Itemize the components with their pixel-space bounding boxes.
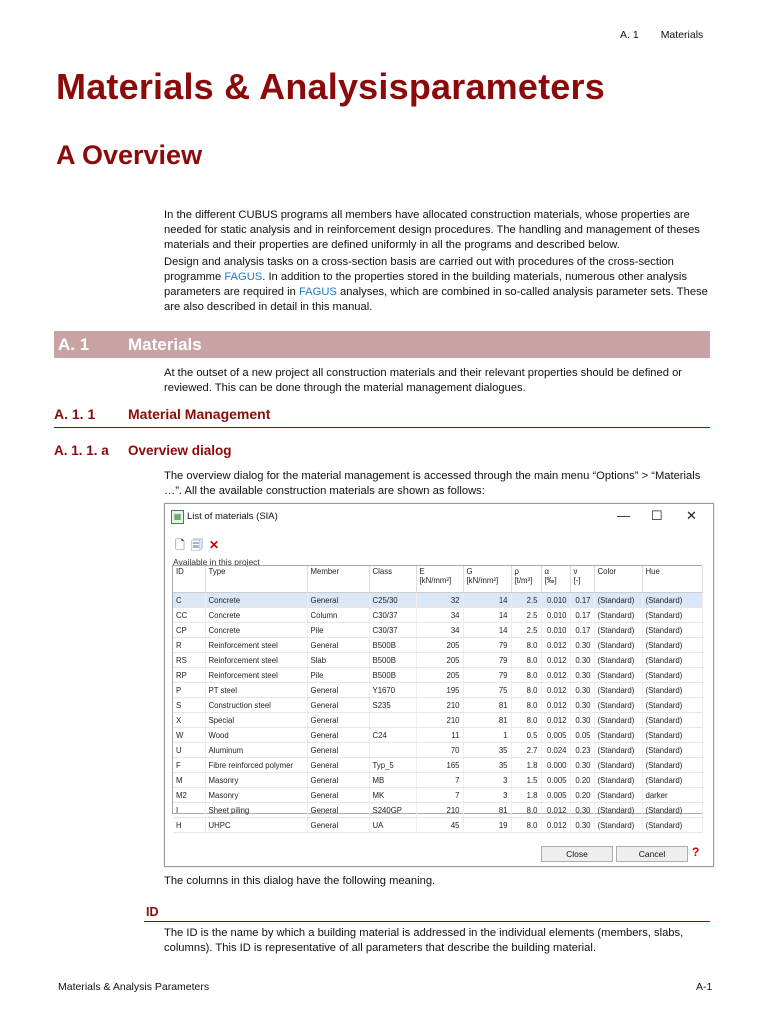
table-cell: General [307, 803, 369, 818]
table-cell: 35 [463, 758, 511, 773]
table-cell: 8.0 [511, 818, 541, 833]
table-cell: 2.5 [511, 623, 541, 638]
table-cell: Special [205, 713, 307, 728]
table-cell: CP [173, 623, 205, 638]
table-row[interactable] [173, 743, 702, 758]
table-row[interactable] [173, 638, 702, 653]
table-cell [369, 743, 416, 758]
intro-text-a: Design and analysis tasks on a cross-section basis are carried out with procedures of the cross-section programme [164, 256, 674, 283]
table-cell: (Standard) [594, 818, 642, 833]
table-cell: 0.30 [570, 653, 594, 668]
section-bar [54, 331, 710, 358]
table-cell: 0.30 [570, 713, 594, 728]
table-cell: 1.8 [511, 758, 541, 773]
table-cell: (Standard) [642, 773, 702, 788]
table-cell: 0.000 [541, 758, 570, 773]
table-cell: Reinforcement steel [205, 653, 307, 668]
table-cell: 210 [416, 803, 463, 818]
fagus-link-2[interactable]: FAGUS [298, 286, 337, 298]
table-cell: 8.0 [511, 638, 541, 653]
table-cell: 0.005 [541, 788, 570, 803]
table-cell: 205 [416, 638, 463, 653]
table-cell: Concrete [205, 623, 307, 638]
table-cell: 205 [416, 653, 463, 668]
subsubsection-number: A. 1. 1. a [54, 443, 109, 458]
delete-material-icon[interactable]: ✕ [208, 538, 220, 552]
table-row[interactable] [173, 728, 702, 743]
table-cell: (Standard) [594, 638, 642, 653]
column-header[interactable]: α [‰] [541, 566, 570, 593]
table-cell: 19 [463, 818, 511, 833]
table-cell: 0.005 [541, 728, 570, 743]
table-cell: (Standard) [642, 638, 702, 653]
table-cell: UA [369, 818, 416, 833]
table-cell: 210 [416, 698, 463, 713]
table-cell: General [307, 818, 369, 833]
table-cell: Fibre reinforced polymer [205, 758, 307, 773]
table-cell: (Standard) [642, 608, 702, 623]
fagus-link-1[interactable]: FAGUS [224, 271, 263, 283]
table-cell: 0.30 [570, 698, 594, 713]
table-cell: 34 [416, 608, 463, 623]
intro-paragraph-1: In the different CUBUS programs all members have allocated construction materials, whose properties are needed for static analysis and in reinforcement design procedures. The handling and management of theses materials and their properties are defined uniformly in all the programs and described below. [164, 209, 700, 251]
table-cell: (Standard) [594, 728, 642, 743]
table-cell: 0.012 [541, 818, 570, 833]
table-cell: 2.7 [511, 743, 541, 758]
table-cell: 0.30 [570, 668, 594, 683]
table-cell: (Standard) [642, 803, 702, 818]
table-row[interactable] [173, 593, 702, 608]
table-row[interactable] [173, 803, 702, 818]
table-cell: 11 [416, 728, 463, 743]
table-cell: C25/30 [369, 593, 416, 608]
column-header[interactable]: Hue [642, 566, 702, 593]
dialog-intro-paragraph: The overview dialog for the material management is accessed through the main menu “Options” > “Materials …”. All the available construction materials are shown as follows: [164, 470, 701, 497]
table-cell: General [307, 773, 369, 788]
table-cell: 79 [463, 668, 511, 683]
table-cell: C24 [369, 728, 416, 743]
table-cell: General [307, 683, 369, 698]
table-cell: (Standard) [594, 608, 642, 623]
table-cell: 0.30 [570, 758, 594, 773]
table-cell: (Standard) [642, 728, 702, 743]
table-cell: General [307, 743, 369, 758]
subsection-number: A. 1. 1 [54, 406, 96, 422]
table-cell: B500B [369, 653, 416, 668]
table-cell: 0.012 [541, 713, 570, 728]
table-icon: ▦ [171, 510, 184, 524]
table-cell: 0.30 [570, 638, 594, 653]
table-cell: 0.012 [541, 653, 570, 668]
table-cell: (Standard) [642, 653, 702, 668]
table-cell: 0.010 [541, 623, 570, 638]
table-cell: Reinforcement steel [205, 668, 307, 683]
minimize-button[interactable]: — [617, 508, 630, 523]
table-cell: 0.23 [570, 743, 594, 758]
table-cell: (Standard) [594, 623, 642, 638]
table-cell: C30/37 [369, 623, 416, 638]
table-cell: Concrete [205, 608, 307, 623]
table-cell: 14 [463, 623, 511, 638]
page-number: A-1 [696, 981, 713, 993]
table-row[interactable] [173, 623, 702, 638]
table-cell: darker [642, 788, 702, 803]
table-row[interactable] [173, 698, 702, 713]
table-cell: 0.20 [570, 773, 594, 788]
table-cell: C30/37 [369, 608, 416, 623]
columns-paragraph: The columns in this dialog have the following meaning. [164, 875, 436, 887]
table-cell: 0.012 [541, 638, 570, 653]
table-cell: (Standard) [642, 698, 702, 713]
column-header[interactable]: Member [307, 566, 369, 593]
table-cell: PT steel [205, 683, 307, 698]
table-cell: 3 [463, 788, 511, 803]
column-header[interactable]: Type [205, 566, 307, 593]
table-cell: 1 [463, 728, 511, 743]
table-cell: W [173, 728, 205, 743]
table-cell: (Standard) [594, 788, 642, 803]
table-cell: General [307, 638, 369, 653]
column-header[interactable]: Color [594, 566, 642, 593]
section-number: A. 1 [58, 335, 90, 354]
table-cell: 0.20 [570, 788, 594, 803]
table-cell: 0.17 [570, 608, 594, 623]
table-cell: 8.0 [511, 803, 541, 818]
table-cell: 1.8 [511, 788, 541, 803]
table-cell: Pile [307, 623, 369, 638]
table-row[interactable] [173, 788, 702, 803]
table-cell: 0.30 [570, 803, 594, 818]
table-cell: 79 [463, 638, 511, 653]
table-cell: 0.012 [541, 668, 570, 683]
table-cell: Sheet piling [205, 803, 307, 818]
intro-text-b: . In addition to the properties stored in the building materials, numerous other analysis parameters are required in [164, 271, 687, 298]
table-cell: Y1670 [369, 683, 416, 698]
subsection-title: Material Management [128, 406, 271, 422]
table-row[interactable] [173, 668, 702, 683]
table-cell: (Standard) [594, 743, 642, 758]
table-cell: X [173, 713, 205, 728]
table-cell: 2.5 [511, 593, 541, 608]
close-button[interactable]: Close [541, 846, 613, 862]
table-cell: S240GP [369, 803, 416, 818]
table-row[interactable] [173, 713, 702, 728]
intro-text-c: analyses, which are combined in so-called analysis parameter sets. These are also described in detail in this manual. [164, 286, 708, 313]
table-cell: P [173, 683, 205, 698]
column-header[interactable]: ν [-] [570, 566, 594, 593]
table-cell: (Standard) [594, 773, 642, 788]
column-header[interactable]: E [kN/mm²] [416, 566, 463, 593]
table-cell: 0.012 [541, 803, 570, 818]
table-row[interactable] [173, 758, 702, 773]
cancel-button[interactable]: Cancel [616, 846, 688, 862]
table-cell: Typ_5 [369, 758, 416, 773]
table-cell: CC [173, 608, 205, 623]
table-cell: 75 [463, 683, 511, 698]
table-cell: 7 [416, 773, 463, 788]
table-cell: 81 [463, 698, 511, 713]
table-cell: 7 [416, 788, 463, 803]
table-cell: 0.05 [570, 728, 594, 743]
table-cell: 79 [463, 653, 511, 668]
table-cell: (Standard) [594, 668, 642, 683]
section-paragraph: At the outset of a new project all construction materials and their relevant properties should be defined or reviewed. This can be done through the material management dialogues. [164, 367, 683, 394]
table-cell: Slab [307, 653, 369, 668]
table-cell: 34 [416, 623, 463, 638]
table-cell: General [307, 758, 369, 773]
group-label: Available in this project [173, 557, 260, 567]
table-cell: 0.17 [570, 593, 594, 608]
table-row[interactable] [173, 818, 702, 833]
footer-title: Materials & Analysis Parameters [58, 981, 210, 993]
table-cell: 0.5 [511, 728, 541, 743]
column-header[interactable]: ρ [t/m³] [511, 566, 541, 593]
materials-table [172, 565, 702, 830]
table-cell: M [173, 773, 205, 788]
table-cell: General [307, 698, 369, 713]
table-cell: 2.5 [511, 608, 541, 623]
table-cell: 0.17 [570, 623, 594, 638]
table-cell [369, 713, 416, 728]
table-cell: 35 [463, 743, 511, 758]
table-cell: (Standard) [594, 758, 642, 773]
table-cell: B500B [369, 668, 416, 683]
table-cell: General [307, 593, 369, 608]
table-row[interactable] [173, 608, 702, 623]
table-cell: M2 [173, 788, 205, 803]
table-cell: 8.0 [511, 653, 541, 668]
table-cell: General [307, 713, 369, 728]
list-of-materials-dialog [164, 503, 714, 867]
maximize-button[interactable]: ☐ [651, 508, 663, 523]
table-cell: (Standard) [642, 818, 702, 833]
table-cell: (Standard) [642, 683, 702, 698]
table-cell: 8.0 [511, 683, 541, 698]
table-cell: 0.30 [570, 683, 594, 698]
table-cell: R [173, 638, 205, 653]
table-cell: Masonry [205, 773, 307, 788]
new-material-icon[interactable]: 🗋 [175, 538, 185, 552]
dialog-toolbar [173, 536, 224, 552]
table-cell: B500B [369, 638, 416, 653]
subsubsection-title: Overview dialog [128, 443, 232, 458]
section-title: Materials [128, 335, 202, 354]
column-header[interactable]: Class [369, 566, 416, 593]
subsection-heading [54, 406, 710, 428]
table-cell: (Standard) [594, 698, 642, 713]
table-cell: Column [307, 608, 369, 623]
intro-paragraph-2 [164, 255, 712, 315]
table-cell: 45 [416, 818, 463, 833]
table-cell: (Standard) [642, 623, 702, 638]
table-cell: (Standard) [594, 803, 642, 818]
table-header-row [173, 566, 702, 593]
table-cell: 8.0 [511, 698, 541, 713]
table-cell: 210 [416, 713, 463, 728]
table-cell: (Standard) [594, 683, 642, 698]
column-header[interactable]: G [kN/mm²] [463, 566, 511, 593]
copy-material-icon[interactable]: 🗐 [191, 538, 203, 552]
id-heading-text: ID [146, 905, 159, 919]
table-cell: Concrete [205, 593, 307, 608]
table-cell: 165 [416, 758, 463, 773]
table-row[interactable] [173, 683, 702, 698]
table-cell: (Standard) [642, 743, 702, 758]
table-row[interactable] [173, 653, 702, 668]
table-cell: RS [173, 653, 205, 668]
table-cell: 81 [463, 803, 511, 818]
table-row[interactable] [173, 773, 702, 788]
id-heading [144, 906, 710, 922]
document-title: Materials & Analysisparameters [56, 66, 605, 107]
table-cell: 0.005 [541, 773, 570, 788]
table-cell: UHPC [205, 818, 307, 833]
table-cell: (Standard) [594, 653, 642, 668]
window-close-button[interactable]: ✕ [686, 508, 697, 523]
table-cell: Construction steel [205, 698, 307, 713]
table-cell: 0.010 [541, 593, 570, 608]
table-cell: 1.5 [511, 773, 541, 788]
table-cell: 81 [463, 713, 511, 728]
table-cell: (Standard) [594, 713, 642, 728]
dialog-title: List of materials (SIA) [187, 511, 278, 522]
table-cell: General [307, 728, 369, 743]
table-cell: 14 [463, 593, 511, 608]
table-cell: (Standard) [642, 758, 702, 773]
table-cell: F [173, 758, 205, 773]
header-section: A. 1 [620, 29, 639, 41]
table-cell: General [307, 788, 369, 803]
table-cell: C [173, 593, 205, 608]
table-cell: MK [369, 788, 416, 803]
table-cell: S [173, 698, 205, 713]
table-cell: 0.012 [541, 698, 570, 713]
id-paragraph: The ID is the name by which a building material is addressed in the individual elements (members, slabs, columns). This ID is representative of all parameters that describe the building material. [164, 927, 684, 954]
dialog-titlebar [165, 504, 713, 530]
table-cell: Reinforcement steel [205, 638, 307, 653]
table-cell: MB [369, 773, 416, 788]
subsubsection-heading [54, 443, 232, 458]
table-cell: 0.30 [570, 818, 594, 833]
chapter-heading: A Overview [56, 140, 203, 170]
table-cell: 0.010 [541, 608, 570, 623]
column-header[interactable]: ID [173, 566, 205, 593]
table-cell: (Standard) [642, 593, 702, 608]
table-cell: (Standard) [642, 668, 702, 683]
table-cell: 0.024 [541, 743, 570, 758]
table-cell: 3 [463, 773, 511, 788]
help-icon[interactable]: ? [692, 845, 700, 859]
table-cell: H [173, 818, 205, 833]
table-cell: 70 [416, 743, 463, 758]
table-cell: Pile [307, 668, 369, 683]
table-cell: 14 [463, 608, 511, 623]
table-cell: S235 [369, 698, 416, 713]
table-cell: Masonry [205, 788, 307, 803]
table-cell: 32 [416, 593, 463, 608]
table-cell: (Standard) [642, 713, 702, 728]
table-cell: 8.0 [511, 668, 541, 683]
table-cell: 205 [416, 668, 463, 683]
table-cell: 8.0 [511, 713, 541, 728]
table-cell: 0.012 [541, 683, 570, 698]
table-cell: Aluminum [205, 743, 307, 758]
table-cell: I [173, 803, 205, 818]
table-cell: (Standard) [594, 593, 642, 608]
header-title: Materials [660, 29, 704, 41]
table-cell: U [173, 743, 205, 758]
table-cell: 195 [416, 683, 463, 698]
table-cell: RP [173, 668, 205, 683]
table-body [173, 593, 702, 833]
table-cell: Wood [205, 728, 307, 743]
running-header [620, 29, 703, 41]
